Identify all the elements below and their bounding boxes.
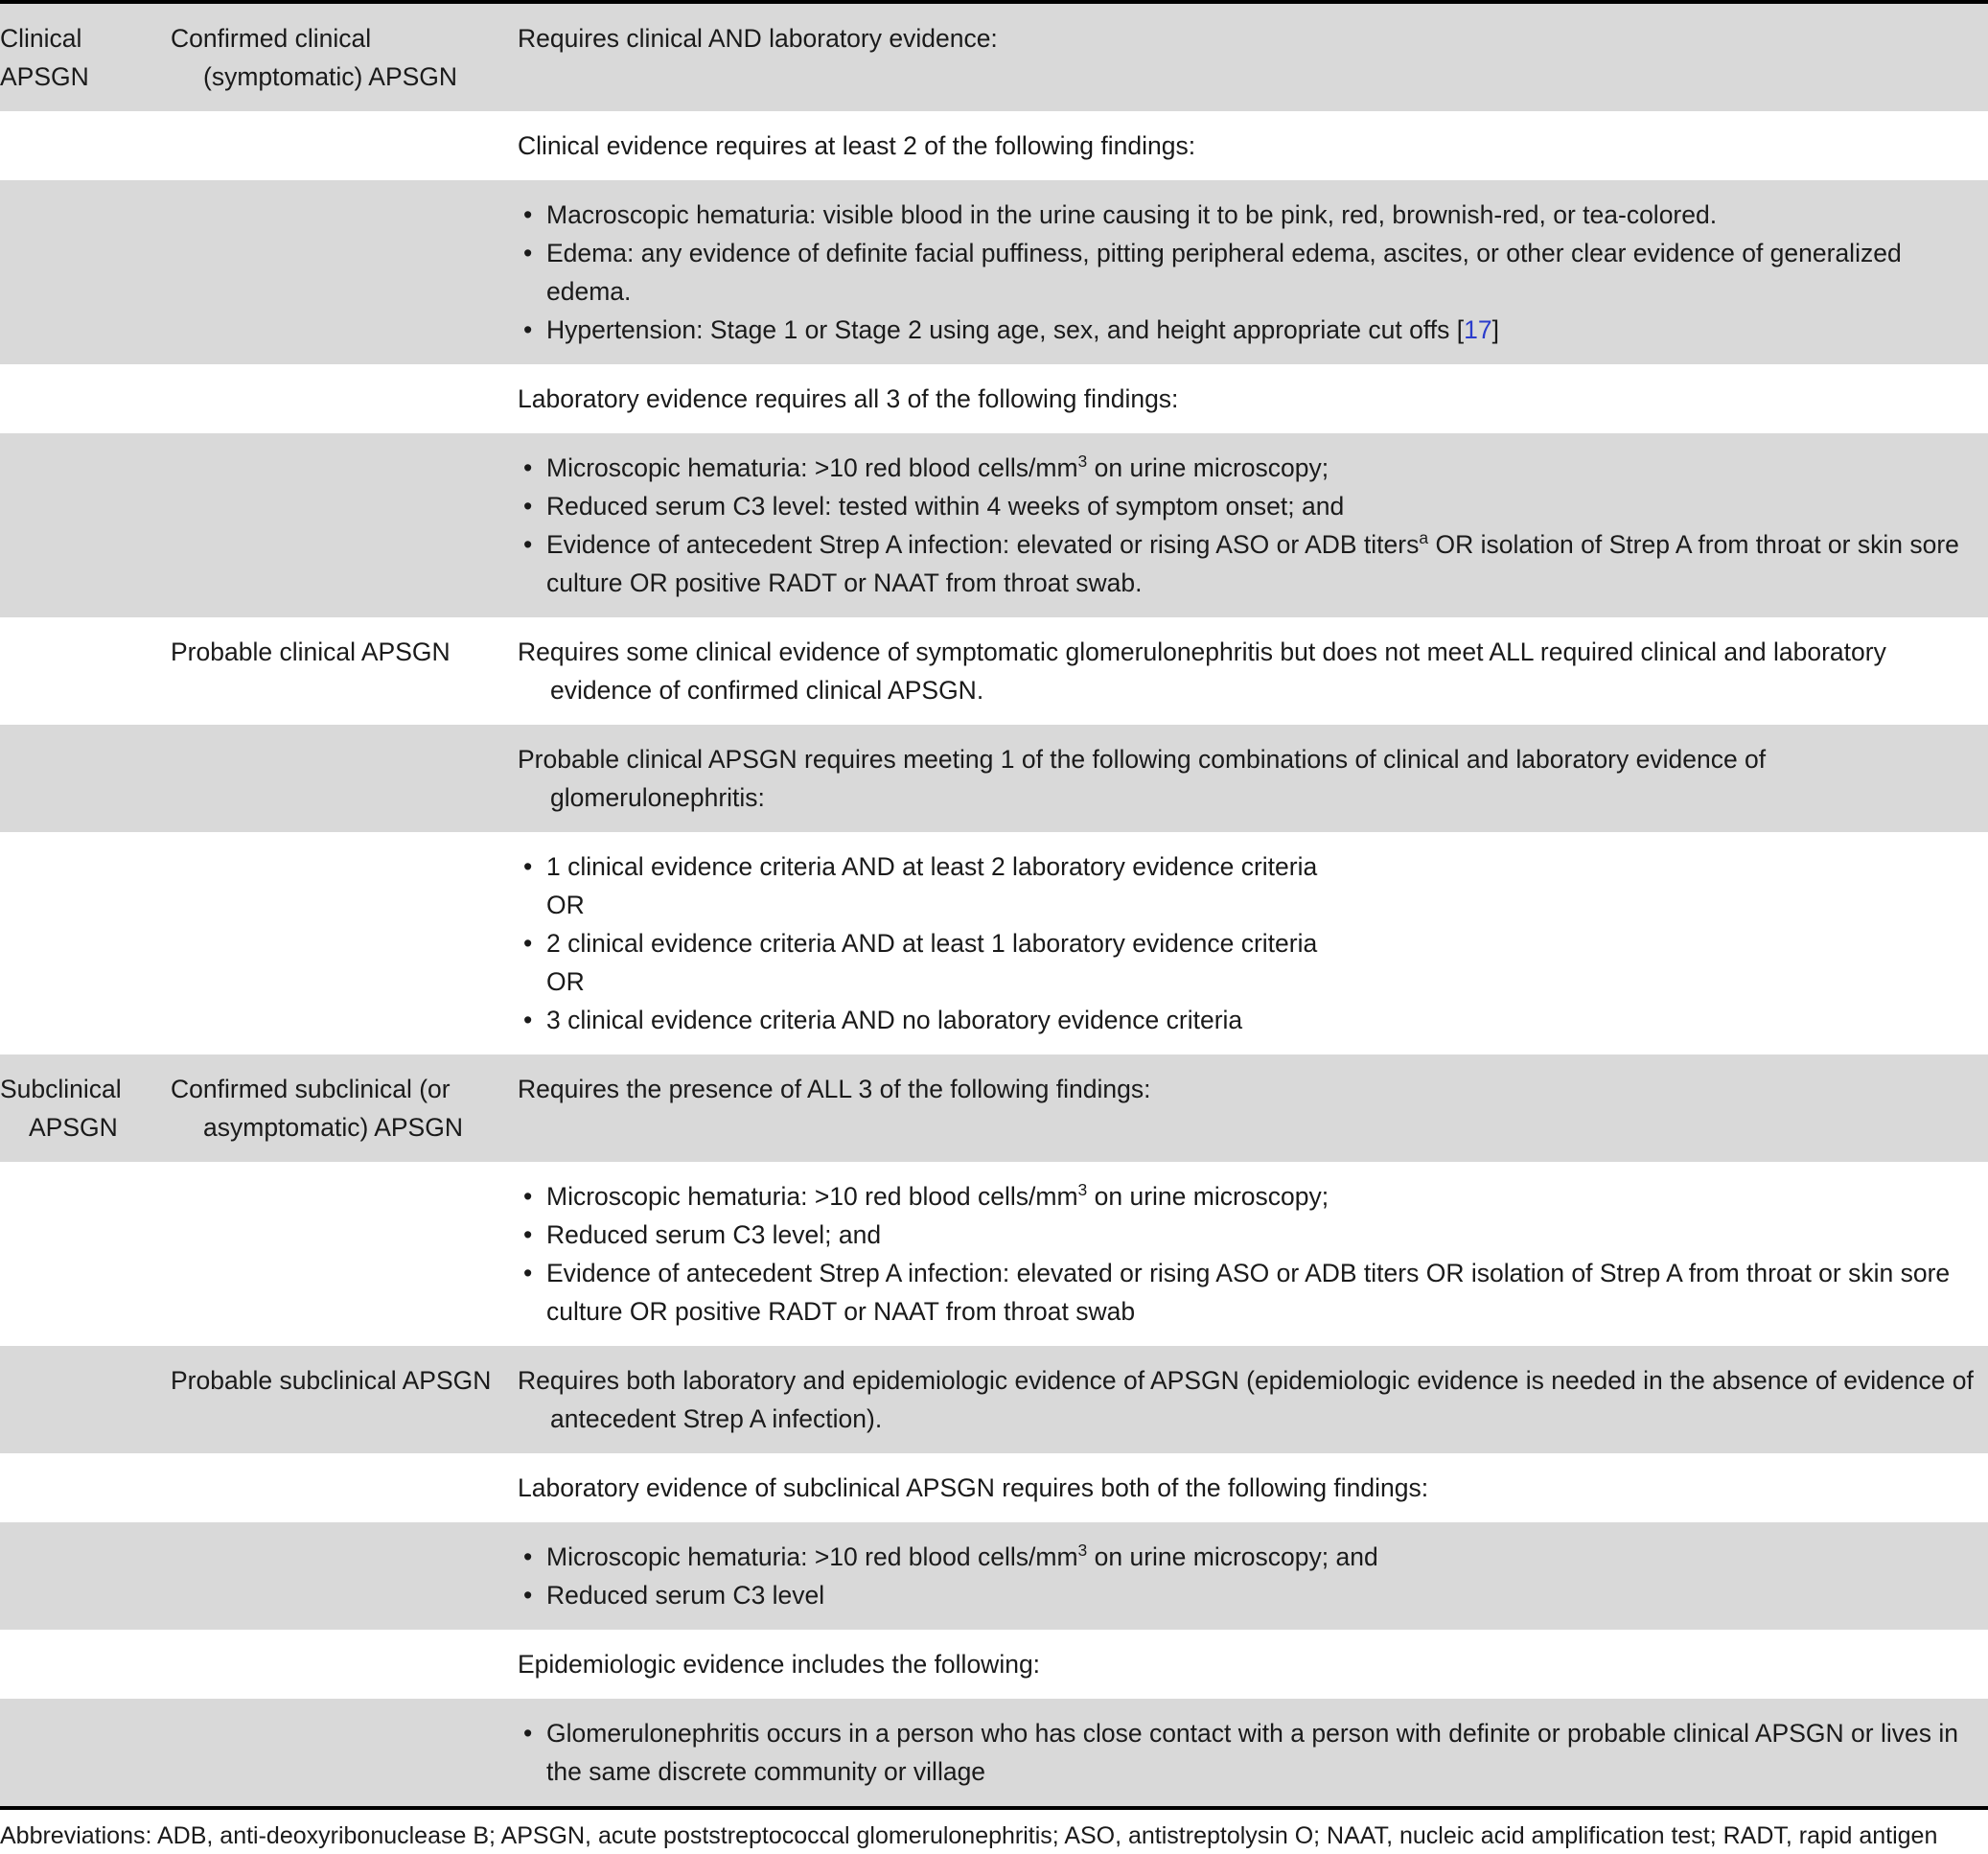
list-item <box>518 924 1986 1001</box>
bullet-text-post: OR isolation of Strep A from throat or skin sore culture OR positive RADT or NAAT from throat swab. <box>546 530 1959 597</box>
category-cell-empty <box>0 433 171 464</box>
bullet-text: 3 clinical evidence criteria AND no laboratory evidence criteria <box>546 1006 1243 1034</box>
subcategory-cell <box>171 617 518 686</box>
category-cell-empty <box>0 364 171 395</box>
subcategory-cell-empty <box>171 1453 518 1484</box>
description-cell <box>518 617 1988 725</box>
list-item <box>518 1177 1986 1216</box>
category-cell-empty <box>0 180 171 211</box>
bullet-text: Glomerulonephritis occurs in a person who has close contact with a person with definite or probable clinical APSGN or lives in the same discrete community or village <box>546 1719 1958 1786</box>
table-row <box>0 1346 1988 1453</box>
category-cell-empty <box>0 1522 171 1553</box>
category-cell-empty <box>0 1453 171 1484</box>
subcategory-cell-empty <box>171 433 518 464</box>
subcategory-cell-empty <box>171 1162 518 1193</box>
table-row <box>0 180 1988 364</box>
category-label-line1: Subclinical <box>0 1075 122 1103</box>
table-row <box>0 111 1988 180</box>
description-cell <box>518 1054 1988 1124</box>
or-separator: OR <box>546 967 585 996</box>
superscript-three: 3 <box>1077 1541 1088 1561</box>
subcategory-cell-empty <box>171 180 518 211</box>
table-row <box>0 1162 1988 1346</box>
clinical-evidence-intro: Clinical evidence requires at least 2 of the following findings: <box>518 131 1196 160</box>
subcategory-cell <box>171 1054 518 1162</box>
description-cell <box>518 364 1988 433</box>
description-cell <box>518 433 1988 617</box>
bullet-text-post: on urine microscopy; <box>1087 1182 1329 1211</box>
epidemiologic-bullet-list <box>518 1714 1986 1791</box>
subcategory-label-line2: (symptomatic) APSGN <box>203 62 458 91</box>
subcategory-cell <box>171 1346 518 1415</box>
category-cell-empty <box>0 1346 171 1377</box>
bullet-text: Reduced serum C3 level <box>546 1581 825 1610</box>
bullet-text-post: on urine microscopy; and <box>1087 1542 1378 1571</box>
bullet-text: 1 clinical evidence criteria AND at least 2 laboratory evidence criteria <box>546 852 1318 881</box>
table-row <box>0 617 1988 725</box>
category-cell <box>0 1054 171 1162</box>
table-row <box>0 4 1988 111</box>
list-item <box>518 1001 1986 1039</box>
table-row <box>0 364 1988 433</box>
table-row <box>0 1630 1988 1699</box>
bullet-text: Macroscopic hematuria: visible blood in the urine causing it to be pink, red, brownish-red, or tea-colored. <box>546 200 1718 229</box>
bullet-text-post: on urine microscopy; <box>1087 453 1329 482</box>
list-item <box>518 1254 1986 1331</box>
citation-link[interactable]: 17 <box>1464 315 1492 344</box>
subcategory-cell-empty <box>171 832 518 863</box>
citation-open-bracket: [ <box>1449 315 1465 344</box>
description-cell <box>518 725 1988 832</box>
subcategory-label: Probable subclinical APSGN <box>171 1366 492 1395</box>
description-cell <box>518 832 1988 1054</box>
subcategory-cell-empty <box>171 1699 518 1729</box>
probable-subclinical-lab-intro: Laboratory evidence of subclinical APSGN requires both of the following findings: <box>518 1473 1429 1502</box>
subcategory-label-line2: asymptomatic) APSGN <box>203 1113 463 1142</box>
probable-clinical-combos-intro: Probable clinical APSGN requires meeting 1 of the following combinations of clinical and laboratory evidence of glomerulonephritis: <box>518 745 1767 812</box>
list-item <box>518 525 1986 602</box>
subcategory-label: Probable clinical APSGN <box>171 637 451 666</box>
list-item <box>518 1576 1986 1614</box>
probable-subclinical-bullet-list <box>518 1538 1986 1614</box>
description-cell <box>518 1699 1988 1806</box>
table-row <box>0 1522 1988 1630</box>
category-label: Clinical APSGN <box>0 24 89 91</box>
subcategory-cell-empty <box>171 1630 518 1660</box>
bullet-text: Reduced serum C3 level: tested within 4 weeks of symptom onset; and <box>546 492 1345 521</box>
list-item <box>518 847 1986 924</box>
superscript-three: 3 <box>1077 1180 1088 1200</box>
category-label-line2: APSGN <box>29 1113 118 1142</box>
subcategory-cell-empty <box>171 1522 518 1553</box>
bullet-text: Evidence of antecedent Strep A infection: elevated or rising ASO or ADB titers OR isolation of Strep A from throat or skin sore culture OR positive RADT or NAAT from throat swab <box>546 1259 1951 1326</box>
requires-clinical-and-lab-text: Requires clinical AND laboratory evidence: <box>518 24 998 53</box>
description-cell <box>518 180 1988 364</box>
confirmed-subclinical-intro: Requires the presence of ALL 3 of the following findings: <box>518 1075 1151 1103</box>
description-cell <box>518 1162 1988 1346</box>
list-item <box>518 1216 1986 1254</box>
subclinical-bullet-list <box>518 1177 1986 1331</box>
list-item <box>518 487 1986 525</box>
list-item <box>518 311 1986 349</box>
clinical-evidence-bullet-list <box>518 196 1986 349</box>
combination-bullet-list <box>518 847 1986 1039</box>
category-cell-empty <box>0 617 171 648</box>
description-cell <box>518 1453 1988 1522</box>
abbreviations-footnote: Abbreviations: ADB, anti-deoxyribonuclease B; APSGN, acute poststreptococcal glomerulonephritis; ASO, antistreptolysin O; NAAT, nucleic acid amplification test; RADT, rapid antigen <box>0 1822 1938 1849</box>
category-cell-empty <box>0 1630 171 1660</box>
table-row <box>0 725 1988 832</box>
subcategory-label-line1: Confirmed subclinical (or <box>171 1075 451 1103</box>
bullet-text: Edema: any evidence of definite facial puffiness, pitting peripheral edema, ascites, or other clear evidence of generalized edema. <box>546 239 1902 306</box>
category-cell-empty <box>0 1699 171 1729</box>
subcategory-cell <box>171 4 518 111</box>
description-cell <box>518 4 1988 73</box>
or-separator: OR <box>546 891 585 919</box>
probable-subclinical-description: Requires both laboratory and epidemiologic evidence of APSGN (epidemiologic evidence is needed in the absence of evidence of antecedent Strep A infection). <box>518 1366 1974 1433</box>
footnote-marker-a: a <box>1419 528 1429 548</box>
table-row <box>0 1699 1988 1806</box>
subcategory-cell-empty <box>171 725 518 755</box>
category-cell-empty <box>0 832 171 863</box>
table-row <box>0 1054 1988 1162</box>
bullet-text-pre: Microscopic hematuria: >10 red blood cells/mm <box>546 1542 1078 1571</box>
list-item <box>518 234 1986 311</box>
table-row <box>0 832 1988 1054</box>
bullet-text: 2 clinical evidence criteria AND at least 1 laboratory evidence criteria <box>546 929 1318 958</box>
list-item <box>518 1538 1986 1576</box>
subcategory-cell-empty <box>171 364 518 395</box>
bullet-text-pre: Microscopic hematuria: >10 red blood cells/mm <box>546 1182 1078 1211</box>
category-cell-empty <box>0 725 171 755</box>
description-cell <box>518 1630 1988 1699</box>
lab-evidence-intro: Laboratory evidence requires all 3 of the following findings: <box>518 384 1179 413</box>
category-cell-empty <box>0 1162 171 1193</box>
lab-evidence-bullet-list <box>518 449 1986 602</box>
subcategory-cell-empty <box>171 111 518 142</box>
category-cell-empty <box>0 111 171 142</box>
bullet-text: Hypertension: Stage 1 or Stage 2 using age, sex, and height appropriate cut offs <box>546 315 1450 344</box>
category-cell <box>0 4 171 111</box>
list-item <box>518 196 1986 234</box>
description-cell <box>518 111 1988 180</box>
table-row <box>0 1453 1988 1522</box>
description-cell <box>518 1346 1988 1453</box>
citation-close-bracket: ] <box>1491 315 1499 344</box>
bullet-text-pre: Evidence of antecedent Strep A infection: elevated or rising ASO or ADB titers <box>546 530 1420 559</box>
description-cell <box>518 1522 1988 1630</box>
table-row <box>0 433 1988 617</box>
superscript-three: 3 <box>1077 452 1088 472</box>
bullet-text: Reduced serum C3 level; and <box>546 1220 882 1249</box>
probable-clinical-description: Requires some clinical evidence of symptomatic glomerulonephritis but does not meet ALL required clinical and laboratory evidence of confirmed clinical APSGN. <box>518 637 1886 705</box>
epidemiologic-evidence-intro: Epidemiologic evidence includes the following: <box>518 1650 1041 1679</box>
list-item <box>518 449 1986 487</box>
subcategory-label-line1: Confirmed clinical <box>171 24 372 53</box>
list-item <box>518 1714 1986 1791</box>
bullet-text-pre: Microscopic hematuria: >10 red blood cells/mm <box>546 453 1078 482</box>
